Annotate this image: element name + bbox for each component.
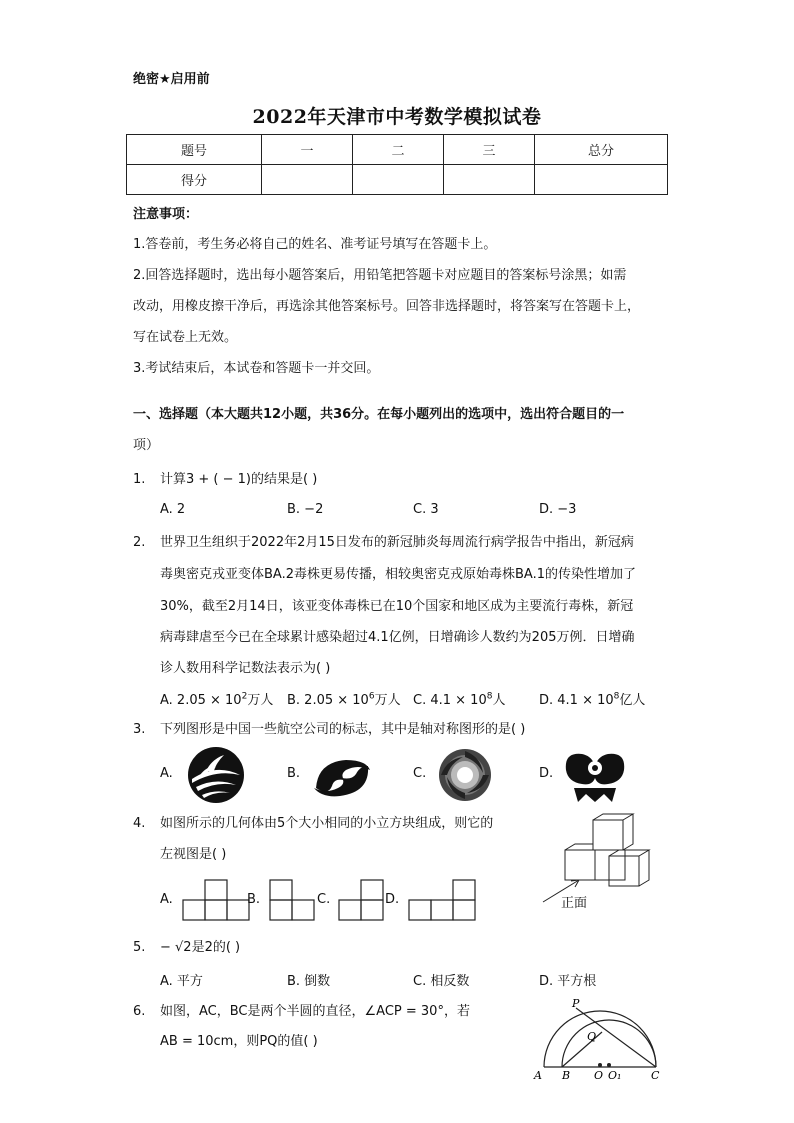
- label-o1: O₁: [608, 1069, 622, 1082]
- question-number: 1.: [133, 472, 146, 487]
- option-c[interactable]: C.: [317, 892, 331, 907]
- left-view-c-figure: [337, 876, 389, 922]
- question-text: 如图，AC，BC是两个半圆的直径，∠ACP = 30°，若: [160, 1004, 470, 1019]
- option-b[interactable]: B.: [247, 892, 261, 907]
- left-view-a-figure: [181, 876, 251, 922]
- score-input-cell[interactable]: [535, 165, 668, 195]
- question-text: 毒奥密克戎亚变体BA.2毒株更易传播，相较奥密克戎原始毒株BA.1的传染性增加了: [160, 567, 636, 582]
- option-b[interactable]: B. 倒数: [287, 974, 331, 989]
- question-text: 30%，截至2月14日，该亚变体毒株已在10个国家和地区成为主要流行毒株，新冠: [160, 599, 634, 614]
- question-text: 病毒肆虐至今已在全球累计感染超过4.1亿例，日增确诊人数约为205万例．日增确: [160, 630, 635, 645]
- exponent: 6: [368, 691, 375, 702]
- table-cell: 总分: [535, 135, 668, 165]
- question-number: 3.: [133, 722, 146, 737]
- option-a[interactable]: [160, 689, 273, 708]
- option-a[interactable]: A.: [160, 892, 173, 907]
- option-text: D. 4.1 × 10: [539, 693, 614, 708]
- option-a[interactable]: A.: [160, 766, 173, 781]
- airline-logo-a-icon: [186, 745, 246, 805]
- question-text: 计算3 + ( − 1)的结果是( ): [160, 472, 318, 487]
- note-line: 2.回答选择题时，选出每小题答案后，用铅笔把答题卡对应题目的答案标号涂黑；如需: [133, 268, 627, 283]
- option-c[interactable]: C. 相反数: [413, 974, 470, 989]
- option-b[interactable]: [287, 689, 401, 708]
- option-d[interactable]: D. −3: [539, 502, 577, 517]
- notes-heading: 注意事项：: [133, 207, 199, 222]
- question-number: 5.: [133, 940, 146, 955]
- question-number: 2.: [133, 535, 146, 550]
- note-line: 改动，用橡皮擦干净后，再选涂其他答案标号。回答非选择题时，将答案写在答题卡上，: [133, 299, 641, 314]
- score-input-cell[interactable]: [353, 165, 444, 195]
- label-q: Q: [587, 1030, 597, 1043]
- option-a[interactable]: A. 2: [160, 502, 186, 517]
- table-cell: 一: [262, 135, 353, 165]
- option-d[interactable]: D. 平方根: [539, 974, 597, 989]
- table-cell: 题号: [127, 135, 262, 165]
- score-table: [126, 134, 668, 195]
- unit: 万人: [247, 693, 274, 708]
- option-text: C. 4.1 × 10: [413, 693, 487, 708]
- option-text: A. 2.05 × 10: [160, 693, 242, 708]
- note-line: 1.答卷前，考生务必将自己的姓名、准考证号填写在答题卡上。: [133, 237, 497, 252]
- label-c: C: [651, 1069, 660, 1082]
- table-cell: 三: [444, 135, 535, 165]
- option-c[interactable]: C. 3: [413, 502, 439, 517]
- option-b[interactable]: B.: [287, 766, 301, 781]
- question-text: AB = 10cm，则PQ的值( ): [160, 1034, 318, 1049]
- option-c[interactable]: [413, 689, 505, 708]
- question-number: 6.: [133, 1004, 146, 1019]
- airline-logo-c-icon: [437, 747, 493, 803]
- unit: 亿人: [619, 693, 646, 708]
- left-view-d-figure: [407, 876, 479, 922]
- score-input-cell[interactable]: [262, 165, 353, 195]
- exponent: 8: [613, 691, 620, 702]
- question-text: 下列图形是中国一些航空公司的标志，其中是轴对称图形的是( ): [160, 722, 526, 737]
- option-text: B. 2.05 × 10: [287, 693, 369, 708]
- section-heading: 一、选择题（本大题共12小题，共36分。在每小题列出的选项中，选出符合题目的一: [133, 407, 625, 422]
- question-text: − √2是2的( ): [160, 940, 241, 955]
- question-text: 诊人数用科学记数法表示为( ): [160, 661, 331, 676]
- option-a[interactable]: A. 平方: [160, 974, 203, 989]
- option-d[interactable]: D.: [539, 766, 554, 781]
- exponent: 8: [486, 691, 493, 702]
- option-d[interactable]: [539, 689, 645, 708]
- confidential-label: 绝密★启用前: [133, 72, 210, 87]
- semicircle-diagram: [530, 995, 670, 1083]
- label-a: A: [534, 1069, 542, 1082]
- question-number: 4.: [133, 816, 146, 831]
- note-line: 写在试卷上无效。: [133, 330, 238, 345]
- unit: 人: [492, 693, 506, 708]
- question-text: 世界卫生组织于2022年2月15日发布的新冠肺炎每周流行病学报告中指出，新冠病: [160, 535, 634, 550]
- unit: 万人: [374, 693, 401, 708]
- option-b[interactable]: B. −2: [287, 502, 324, 517]
- label-p: P: [572, 997, 580, 1010]
- label-b: B: [562, 1069, 571, 1082]
- table-row: [127, 135, 668, 165]
- option-d[interactable]: D.: [385, 892, 400, 907]
- section-heading-cont: 项）: [133, 438, 160, 453]
- left-view-b-figure: [268, 876, 320, 922]
- table-cell: 二: [353, 135, 444, 165]
- label-o: O: [594, 1069, 604, 1082]
- question-text: 如图所示的几何体由5个大小相同的小立方块组成，则它的: [160, 816, 494, 831]
- note-line: 3.考试结束后，本试卷和答题卡一并交回。: [133, 361, 380, 376]
- score-input-cell[interactable]: [444, 165, 535, 195]
- question-text: 左视图是( ): [160, 847, 227, 862]
- page-title: 2022年天津市中考数学模拟试卷: [252, 106, 542, 128]
- airline-logo-b-icon: [310, 748, 374, 804]
- exponent: 2: [241, 691, 248, 702]
- table-row: [127, 165, 668, 195]
- cube-solid-figure: [535, 812, 665, 912]
- airline-logo-d-icon: [562, 748, 628, 804]
- front-label: 正面: [561, 896, 588, 911]
- option-c[interactable]: C.: [413, 766, 427, 781]
- table-cell: 得分: [127, 165, 262, 195]
